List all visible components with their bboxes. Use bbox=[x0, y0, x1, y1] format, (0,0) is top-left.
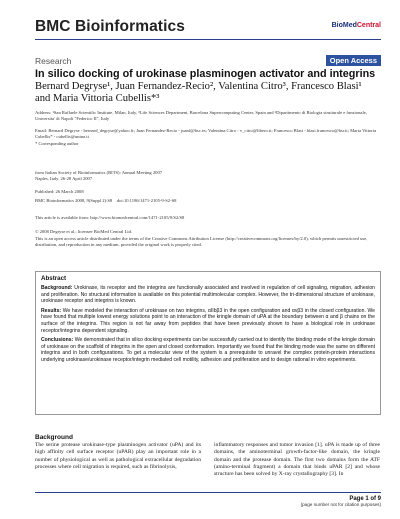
body-column-left: The serine protease urokinase-type plasminogen activator (uPA) and its high affinity cell surface receptor (uPAR) play an important role in a number of physiological as well as pathological extracellular degradation processes where cell migration is required, such as fibrinolysis, bbox=[35, 442, 201, 470]
emails: Email: Bernard Degryse - bernard_degryse@yahoo.fr; Juan Fernandez-Recio - juanf@bsc.es; Valentina Citro - v_citro@libero.it; Francesco Blasi - blasi.francesco@hsr.it; Maria Vittoria Cubellis* - cubellis@unina.it bbox=[35, 128, 377, 139]
author-list: Bernard Degryse¹, Juan Fernandez-Recio², Valentina Citro³, Francesco Blasi¹ and Maria Vittoria Cubellis*³ bbox=[35, 81, 362, 104]
open-access-badge: Open Access bbox=[326, 55, 381, 66]
article-title: In silico docking of urokinase plasminogen activator and integrins bbox=[35, 68, 376, 80]
page-number: Page 1 of 9 bbox=[349, 496, 381, 502]
copyright: © 2008 Degryse et al.; licensee BioMed Central Ltd. bbox=[35, 229, 133, 234]
abstract-conclusions-text: We demonstrated that in silico docking experiments can be successfully carried out to identify the binding mode of the kringle domain of urokinase on the scaffold of integrins in the open and closed conformation. Importantly we found that the binding mode was the same on different integrins and in both configurations. To get a molecular view of the system is a prerequisite to unravel the complex protein-protein interactions underlying urokinase/urokinase receptor/integrin mediated cell motility, adhesion and proliferation and to design rational in vitro experiments. bbox=[41, 337, 375, 363]
logo-text-accent: Central bbox=[356, 22, 381, 29]
abstract-background bbox=[41, 285, 375, 305]
citation: BMC Bioinformatics 2008, 9(Suppl 2):S8 doi:10.1186/1471-2105-9-S2-S8 bbox=[35, 198, 177, 203]
abstract-results-label: Results: bbox=[41, 307, 62, 314]
affiliations: Address: ¹San Raffaele Scientific Institute, Milan, Italy, ²Life Sciences Department, Barcelona Supercomputing Center, Spain and ³Dipartimento di Biologia strutturale e funzionale, Universita' di Napoli "Federico II", Italy bbox=[35, 110, 367, 121]
abstract-results bbox=[41, 308, 375, 334]
section-label: Research bbox=[35, 56, 72, 66]
journal-header bbox=[35, 18, 381, 36]
abstract-background-label: Background: bbox=[41, 285, 73, 291]
abstract-results-text: We have modeled the interaction of urokinase on two integrins, αIIbβ3 in the open configuration and αvβ3 in the closed configuration. We have found that multiple lowest energy solutions point to an interaction of the kringle domain of uPA at the boundary between α and β chains on the surface of the integrins. This region is not far away from peptides that have been previously shown to have a biological role in urokinase receptor/integrins dependent signaling. bbox=[41, 307, 375, 334]
header-rule bbox=[35, 39, 381, 40]
logo-text-main: BioMed bbox=[331, 22, 357, 29]
journal-title: BMC Bioinformatics bbox=[35, 18, 185, 35]
biomed-central-logo bbox=[332, 22, 381, 29]
footer-rule bbox=[35, 492, 381, 493]
abstract-heading: Abstract bbox=[41, 275, 67, 282]
abstract-box bbox=[35, 271, 381, 415]
page-footer bbox=[301, 496, 381, 507]
page-note: (page number not for citation purposes) bbox=[300, 502, 381, 507]
abstract-conclusions-label: Conclusions: bbox=[41, 337, 74, 344]
license-text: This is an open access article distributed under the terms of the Creative Commons Attribution License (http://creativecommons.org/licenses/by/2.0), which permits unrestricted use, distribution, and reproduction in any medium, provided the original work is properly cited. bbox=[35, 236, 368, 247]
article-url: This article is available from: http://www.biomedcentral.com/1471-2105/9/S2/S8 bbox=[35, 215, 185, 220]
meeting-info: from Italian Society of Bioinformatics (BITS): Annual Meeting 2007 Naples, Italy. 26-28 April 2007 bbox=[35, 170, 163, 181]
abstract-conclusions bbox=[41, 337, 375, 363]
corresponding-author: * Corresponding author bbox=[35, 141, 79, 146]
abstract-background-text: Urokinase, its receptor and the integrins are functionally associated and involved in regulation of cell signaling, migration, adhesion and proliferation. No structural information is available on this potential multimolecular complex. However, the tri-dimensional structure of urokinase, urokinase receptor and integrins is known. bbox=[41, 285, 375, 305]
published-date: Published: 26 March 2008 bbox=[35, 189, 84, 194]
background-heading: Background bbox=[35, 434, 73, 441]
body-column-right: inflammatory responses and tumor invasion [1]. uPA is made up of three domains, the aminoterminal growth-factor-like domain, the kringle domain and the protease domain. The first two domains form the ATF (amino-terminal fragment) a domain that binds uPAR [2] and whose structure has been solved by X-ray crystallography [3]. In bbox=[214, 442, 380, 478]
